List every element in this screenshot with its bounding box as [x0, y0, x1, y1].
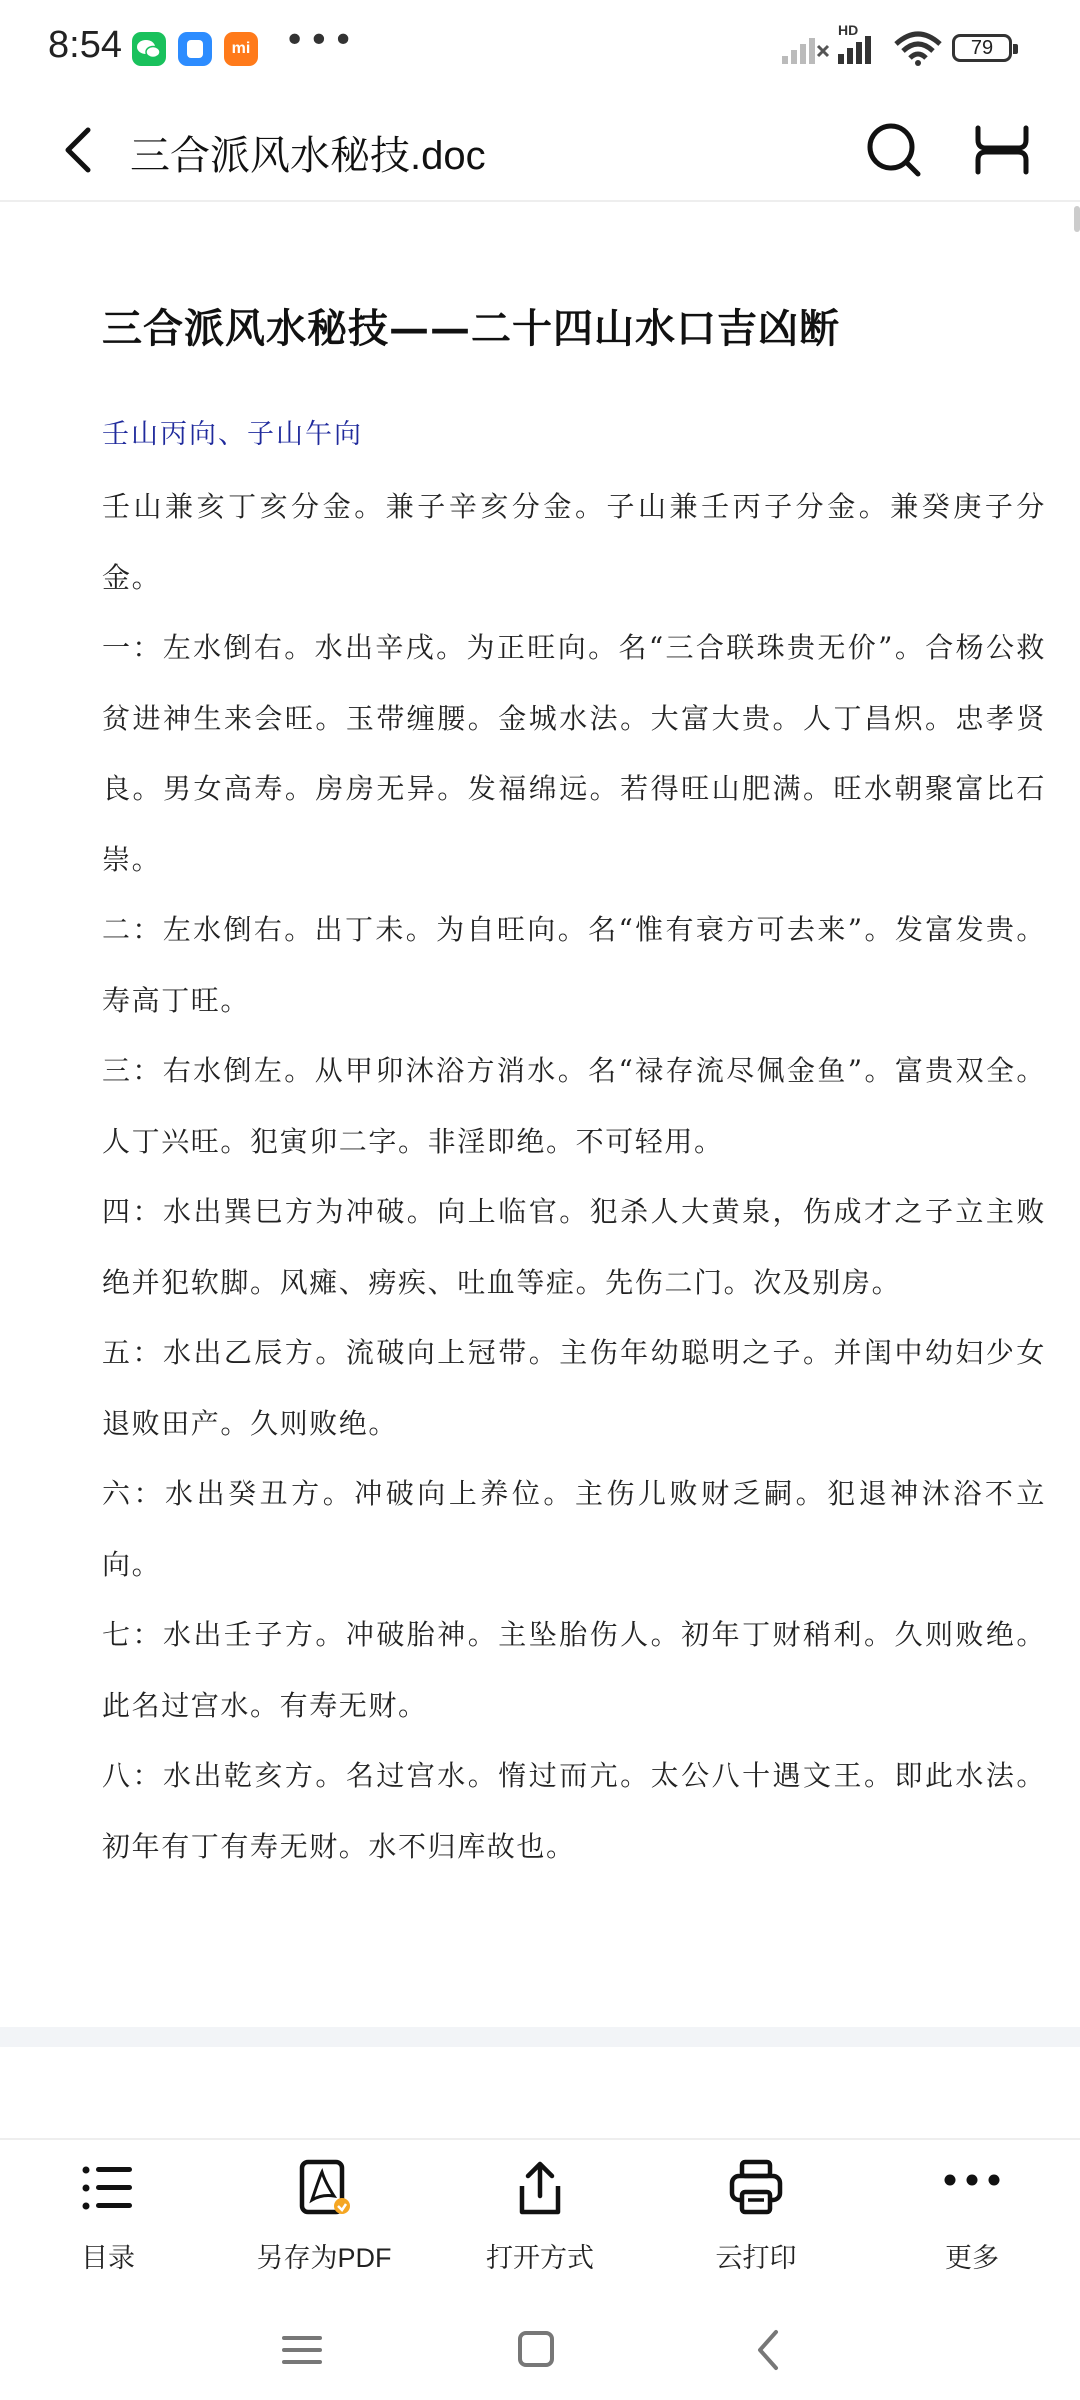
paragraph: 壬山兼亥丁亥分金。兼子辛亥分金。子山兼壬丙子分金。兼癸庚子分金。 — [102, 490, 1046, 594]
search-icon[interactable] — [860, 116, 928, 184]
reading-mode-icon[interactable] — [968, 116, 1036, 184]
home-icon[interactable] — [506, 2320, 566, 2380]
system-nav-bar — [0, 2298, 1080, 2400]
document-title: 三合派风水秘技.doc — [130, 134, 486, 178]
network-type-label: HD — [838, 22, 859, 38]
paragraph: 五：水出乙辰方。流破向上冠带。主伤年幼聪明之子。并闺中幼妇少女退败田产。久则败绝。 — [102, 1336, 1046, 1440]
app-header — [0, 100, 1080, 202]
paragraph: 三：右水倒左。从甲卯沐浴方消水。名“禄存流尽佩金鱼”。富贵双全。人丁兴旺。犯寅卯二字。非淫即绝。不可轻用。 — [102, 1054, 1046, 1158]
mi-notification-icon: mi — [224, 32, 258, 66]
paragraph: 六：水出癸丑方。冲破向上养位。主伤儿败财乏嗣。犯退神沐浴不立向。 — [102, 1477, 1046, 1581]
scrollbar[interactable] — [1074, 206, 1080, 232]
document-subheading: 壬山丙向、子山午向 — [102, 419, 363, 450]
toolbar-label: 打开方式 — [486, 2243, 594, 2273]
signal-2-icon — [836, 28, 886, 68]
share-icon — [508, 2156, 572, 2220]
more-icon — [940, 2156, 1004, 2220]
paragraph: 七：水出壬子方。冲破胎神。主坠胎伤人。初年丁财稍利。久则败绝。此名过宫水。有寿无财。 — [102, 1618, 1046, 1722]
document-viewer[interactable] — [0, 202, 1080, 2032]
wifi-icon — [892, 28, 944, 68]
toolbar-contents-button[interactable] — [0, 2140, 216, 2300]
back-icon[interactable] — [50, 118, 114, 182]
list-icon — [76, 2156, 140, 2220]
document-page — [0, 202, 1080, 2022]
printer-icon — [724, 2156, 788, 2220]
paragraph: 四：水出巽巳方为冲破。向上临官。犯杀人大黄泉，伤成才之子立主败绝并犯软脚。风瘫、痨疾、吐血等症。先伤二门。次及别房。 — [102, 1195, 1046, 1299]
paragraph: 一：左水倒右。水出辛戌。为正旺向。名“三合联珠贵无价”。合杨公救贫进神生来会旺。玉带缠腰。金城水法。大富大贵。人丁昌炽。忠孝贤良。男女高寿。房房无异。发福绵远。若得旺山肥满。旺水朝聚富比石崇。 — [102, 631, 1046, 876]
toolbar-label: 更多 — [945, 2243, 999, 2273]
toolbar-save-pdf-button[interactable] — [216, 2140, 432, 2300]
paragraph: 二：左水倒右。出丁未。为自旺向。名“惟有衰方可去来”。发富发贵。寿高丁旺。 — [102, 913, 1046, 1017]
more-notifications-icon: ••• — [284, 20, 357, 61]
status-bar — [0, 0, 1080, 100]
pdf-icon — [292, 2156, 356, 2220]
document-heading: 三合派风水秘技——二十四山水口吉凶断 — [102, 305, 840, 352]
wechat-notification-icon — [132, 32, 166, 66]
recent-apps-icon[interactable] — [272, 2320, 332, 2380]
document-body — [102, 472, 1046, 1882]
status-time: 8:54 — [48, 24, 122, 66]
paragraph: 八：水出乾亥方。名过宫水。惰过而亢。太公八十遇文王。即此水法。初年有丁有寿无财。水不归库故也。 — [102, 1759, 1046, 1863]
page-separator — [0, 2027, 1080, 2047]
nav-back-icon[interactable] — [740, 2320, 800, 2380]
toolbar-more-button[interactable] — [864, 2140, 1080, 2300]
toolbar-label: 目录 — [81, 2243, 135, 2273]
toolbar-label: 云打印 — [715, 2243, 797, 2273]
app-notification-icon — [178, 32, 212, 66]
battery-indicator: 79 — [952, 34, 1012, 62]
signal-1-icon — [780, 28, 830, 68]
toolbar-label: 另存为PDF — [256, 2243, 392, 2273]
bottom-toolbar — [0, 2138, 1080, 2300]
toolbar-open-with-button[interactable] — [432, 2140, 648, 2300]
toolbar-cloud-print-button[interactable] — [648, 2140, 864, 2300]
